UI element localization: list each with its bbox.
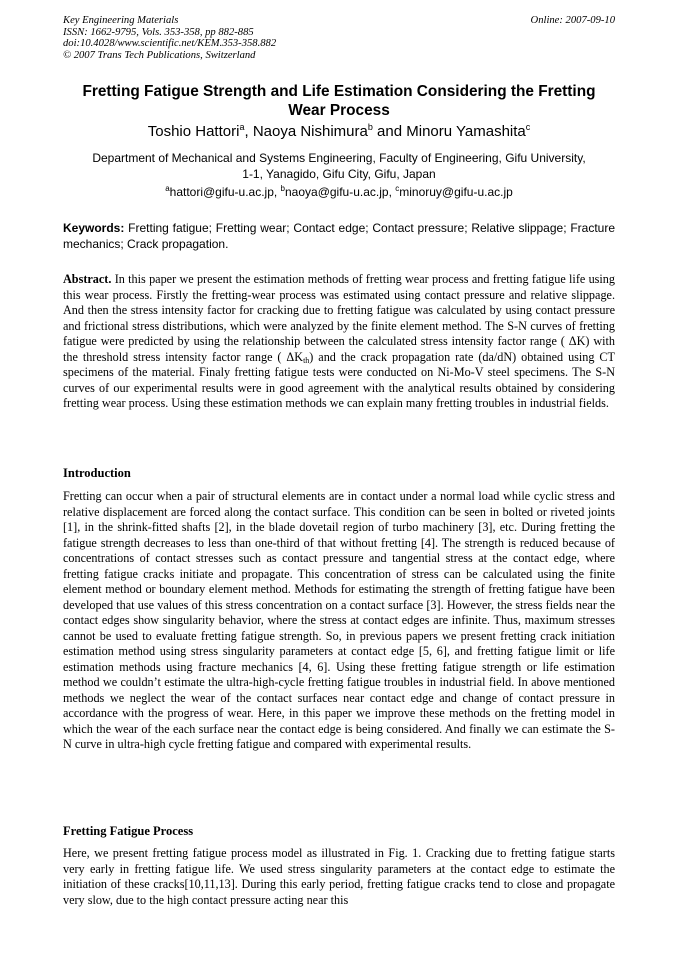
abstract-label: Abstract. xyxy=(63,272,112,286)
author-separator: , xyxy=(244,123,253,140)
subscript: th xyxy=(303,355,310,365)
affiliation-line: 1-1, Yanagido, Gifu City, Gifu, Japan xyxy=(242,167,436,181)
journal-name: Key Engineering Materials xyxy=(63,15,179,26)
email-superscript: a xyxy=(165,184,170,193)
author-name: Naoya Nishimura xyxy=(252,123,368,140)
keywords-label: Keywords: xyxy=(63,221,125,235)
doi-line: doi:10.4028/www.scientific.net/KEM.353-358.882 xyxy=(63,38,277,50)
keywords xyxy=(63,220,615,252)
email-list xyxy=(63,184,615,200)
issn-line: ISSN: 1662-9795, Vols. 353-358, pp 882-885 xyxy=(63,26,254,38)
author-superscript: b xyxy=(367,122,373,132)
affiliation xyxy=(63,150,615,182)
affiliation-line: Department of Mechanical and Systems Engineering, Faculty of Engineering, Gifu University, xyxy=(92,151,586,165)
author-name: Toshio Hattori xyxy=(147,123,240,140)
abstract-text: In this paper we present the estimation methods of fretting wear process and fretting fatigue life using this wear process. Firstly the fretting-wear process was estimated using contact pressure and relative slippage. And then the stress intensity factor for cracking due to fretting fatigue was calculated by using contact pressure and frictional stress distributions, which were analyzed by the finite element method. The S-N curves of fretting fatigue were predicted by using the relationship between the calculated stress intensity factor range ( ΔK) with the threshold stress intensity factor range ( ΔK xyxy=(63,272,615,364)
section-heading: Introduction xyxy=(63,466,131,480)
author-superscript: a xyxy=(239,122,245,132)
journal-info xyxy=(63,15,276,61)
author-name: Minoru Yamashita xyxy=(406,123,526,140)
keywords-text: Fretting fatigue; Fretting wear; Contact edge; Contact pressure; Relative slippage; Fracture mechanics; Crack propagation. xyxy=(63,221,615,251)
author-list xyxy=(63,123,615,141)
author-separator: and xyxy=(372,123,407,140)
paper-title: Fretting Fatigue Strength and Life Estimation Considering the Fretting Wear Process xyxy=(82,83,596,119)
email-address: hattori@gifu-u.ac.jp, xyxy=(169,185,281,199)
email-superscript: b xyxy=(280,184,285,193)
email-address: naoya@gifu-u.ac.jp, xyxy=(285,185,396,199)
email-superscript: c xyxy=(395,184,400,193)
abstract xyxy=(63,272,615,412)
copyright-line: © 2007 Trans Tech Publications, Switzerland xyxy=(63,49,256,61)
section-heading: Fretting Fatigue Process xyxy=(63,824,194,838)
abstract-text: ) and the crack propagation rate (da/dN) obtained using CT specimens of the material. Finaly fretting fatigue tests were conducted on Ni-Mo-V steel specimens. The S-N curves of our experimental results were in good agreement with the analytical results obtained by considering fretting wear process. Using these estimation methods we can explain many fretting troubles in industrial fields. xyxy=(63,349,615,410)
introduction-text: Fretting can occur when a pair of structural elements are in contact under a normal load while cyclic stress and relative displacement are forced along the contact surface. This condition can be seen in bolted or riveted joints [1], in the shrink-fitted shafts [2], in the blade dovetail region of turbo machinery [3], etc. During fretting the fatigue strength decreases to less than one-third of that without fretting [4]. The strength is reduced because of concentrations of contact stresses such as contact pressure and tangential stress at the contact edge, where fretting fatigue cracks initiate and propagate. This concentration of stress can be calculated using the finite element method or boundary element method. Methods for estimating the strength of fretting fatigue have been developed that use values of this stress concentration on a contact surface [3]. However, the stress fields near the contact edges show singularity behavior, where the stress at contact edges are infinite. Thus, maximum stresses cannot be used to evaluate fretting fatigue strength. So, in previous papers we present fretting crack initiation estimation method using stress singularity parameters at contact edge [5, 6], and fretting fatigue limit or life estimation methods using fracture mechanics [4, 6]. Using these fretting fatigue strength or life estimation method we couldn’t estimate the ultra-high-cycle fretting fatigue troubles in industrial field. In above mentioned methods we neglect the wear of the contact surfaces near contact edge and change of contact pressure in accordance with the progress of wear. Here, in this paper we improve these methods on the fretting model in which the wear of the each surface near the contact edge is being considered. And finally we can estimate the S-N curve in ultra-high cycle fretting fatigue and compared with experimental results. xyxy=(63,489,615,751)
author-superscript: c xyxy=(525,122,531,132)
fretting-process-text: Here, we present fretting fatigue process model as illustrated in Fig. 1. Cracking due to fretting fatigue starts very early in fretting fatigue life. We used stress singularity parameters at the contact edge to estimate the initiation of these cracks[10,11,13]. During this early period, fretting fatigue cracks tend to close and propagate very slow, due to the high contact pressure acting near this xyxy=(63,846,615,907)
online-date: Online: 2007-09-10 xyxy=(530,15,615,26)
email-address: minoruy@gifu-u.ac.jp xyxy=(399,185,513,199)
